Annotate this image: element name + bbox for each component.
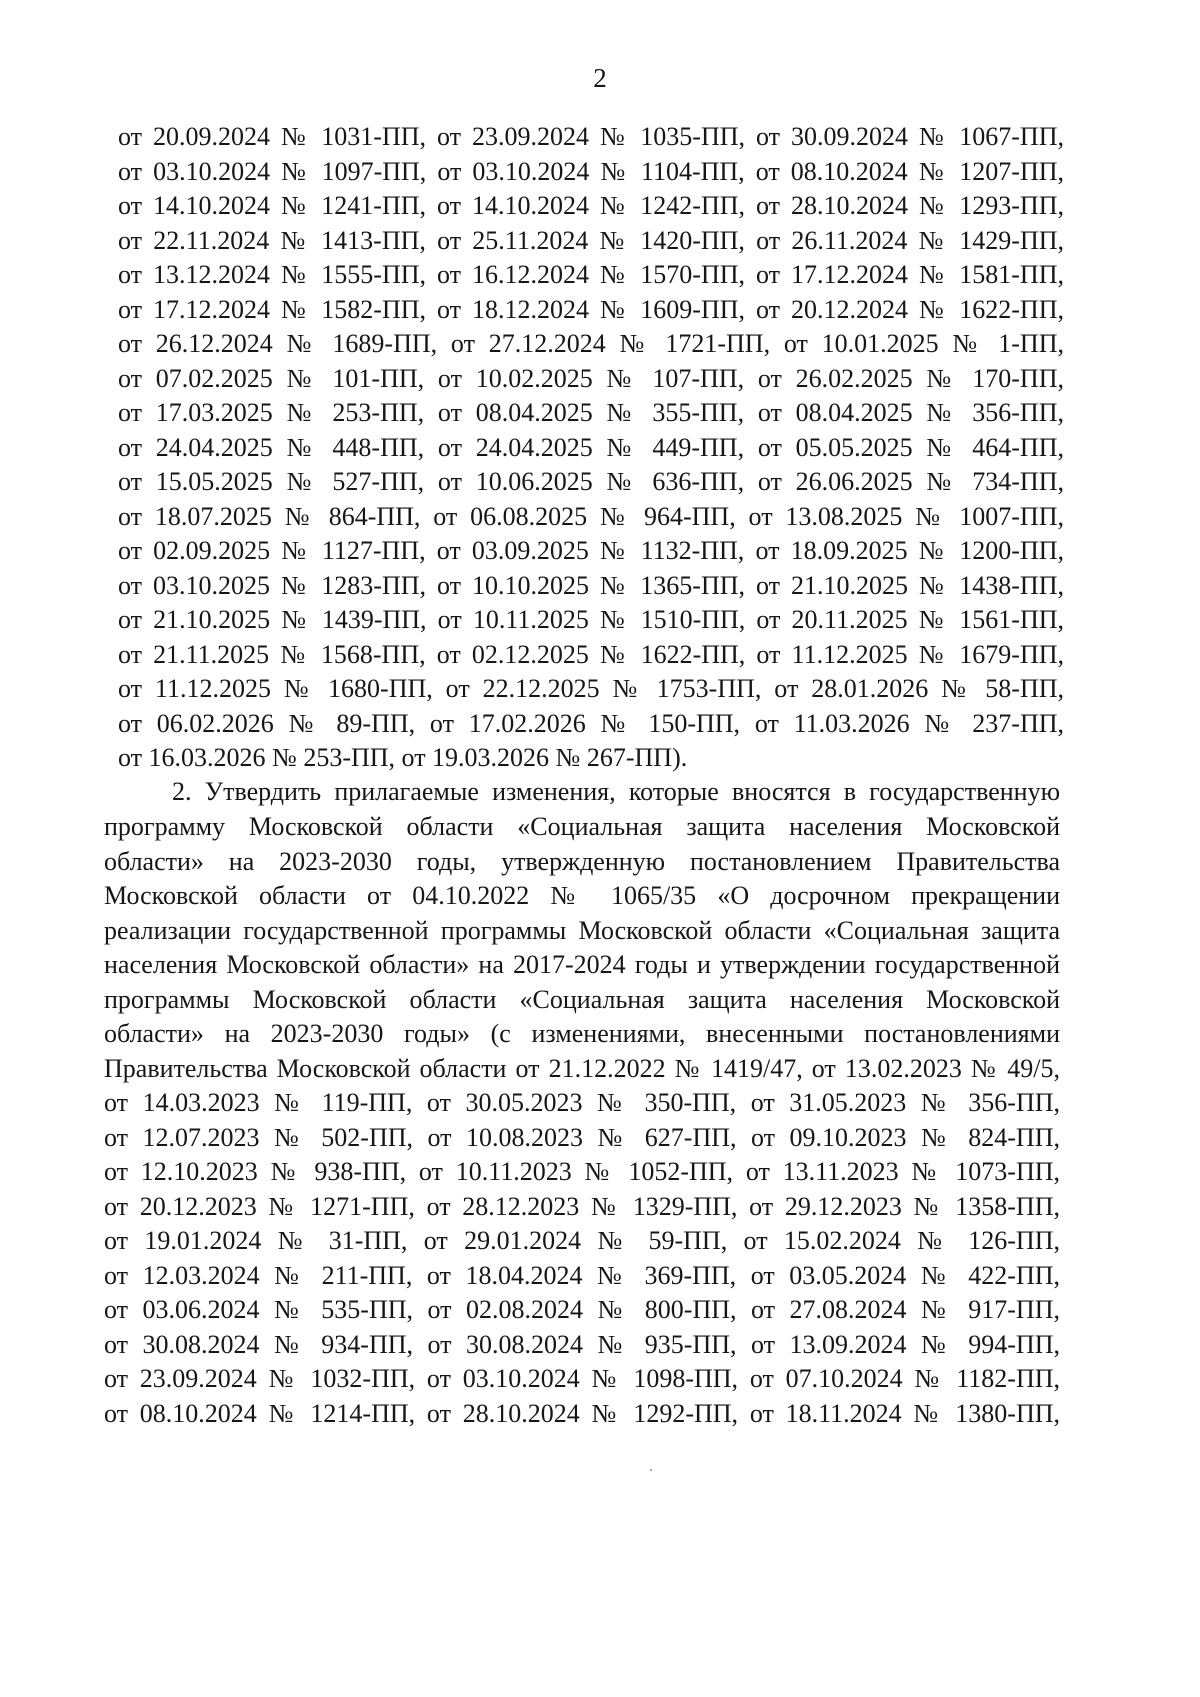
- paragraph-line: от 08.10.2024 № 1214-ПП, от 28.10.2024 № 1292-ПП, от 18.11.2024 № 1380-ПП,: [104, 1399, 1060, 1428]
- paragraph-line: от 14.03.2023 № 119-ПП, от 30.05.2023 № 350-ПП, от 31.05.2023 № 356-ПП,: [104, 1088, 1060, 1117]
- list-line: от 02.09.2025 № 1127-ПП, от 03.09.2025 № 1132-ПП, от 18.09.2025 № 1200-ПП,: [118, 536, 1064, 565]
- list-line: от 07.02.2025 № 101-ПП, от 10.02.2025 № 107-ПП, от 26.02.2025 № 170-ПП,: [118, 364, 1064, 393]
- list-line: от 16.03.2026 № 253-ПП, от 19.03.2026 № 267-ПП).: [118, 743, 688, 772]
- paragraph-line: программу Московской области «Социальная защита населения Московской: [104, 812, 1060, 841]
- list-line: от 06.02.2026 № 89-ПП, от 17.02.2026 № 150-ПП, от 11.03.2026 № 237-ПП,: [118, 709, 1064, 738]
- paragraph-line: от 12.07.2023 № 502-ПП, от 10.08.2023 № 627-ПП, от 09.10.2023 № 824-ПП,: [104, 1123, 1060, 1152]
- scan-speck: [650, 1469, 652, 1471]
- paragraph-line: реализации государственной программы Московской области «Социальная защита: [104, 916, 1060, 945]
- list-line: от 15.05.2025 № 527-ПП, от 10.06.2025 № 636-ПП, от 26.06.2025 № 734-ПП,: [118, 467, 1064, 496]
- list-line: от 18.07.2025 № 864-ПП, от 06.08.2025 № 964-ПП, от 13.08.2025 № 1007-ПП,: [118, 502, 1064, 531]
- paragraph-line: от 19.01.2024 № 31-ПП, от 29.01.2024 № 59-ПП, от 15.02.2024 № 126-ПП,: [104, 1226, 1060, 1255]
- list-line: от 14.10.2024 № 1241-ПП, от 14.10.2024 № 1242-ПП, от 28.10.2024 № 1293-ПП,: [118, 191, 1064, 220]
- paragraph-line: населения Московской области» на 2017-2024 годы и утверждении государственной: [104, 950, 1060, 979]
- paragraph-line: от 20.12.2023 № 1271-ПП, от 28.12.2023 № 1329-ПП, от 29.12.2023 № 1358-ПП,: [104, 1192, 1060, 1221]
- paragraph-line: 2. Утвердить прилагаемые изменения, которые вносятся в государственную: [172, 777, 1060, 806]
- paragraph-line: программы Московской области «Социальная защита населения Московской: [104, 985, 1060, 1014]
- list-line: от 21.10.2025 № 1439-ПП, от 10.11.2025 № 1510-ПП, от 20.11.2025 № 1561-ПП,: [118, 605, 1064, 634]
- list-line: от 11.12.2025 № 1680-ПП, от 22.12.2025 № 1753-ПП, от 28.01.2026 № 58-ПП,: [118, 674, 1064, 703]
- paragraph-line: Московской области от 04.10.2022 № 1065/35 «О досрочном прекращении: [104, 881, 1060, 910]
- list-line: от 03.10.2024 № 1097-ПП, от 03.10.2024 № 1104-ПП, от 08.10.2024 № 1207-ПП,: [118, 157, 1064, 186]
- list-line: от 03.10.2025 № 1283-ПП, от 10.10.2025 № 1365-ПП, от 21.10.2025 № 1438-ПП,: [118, 571, 1064, 600]
- list-line: от 26.12.2024 № 1689-ПП, от 27.12.2024 № 1721-ПП, от 10.01.2025 № 1-ПП,: [118, 329, 1064, 358]
- list-line: от 13.12.2024 № 1555-ПП, от 16.12.2024 № 1570-ПП, от 17.12.2024 № 1581-ПП,: [118, 260, 1064, 289]
- list-line: от 22.11.2024 № 1413-ПП, от 25.11.2024 № 1420-ПП, от 26.11.2024 № 1429-ПП,: [118, 226, 1064, 255]
- paragraph-line: области» на 2023-2030 годы» (с изменениями, внесенными постановлениями: [104, 1019, 1060, 1048]
- paragraph-line: от 12.10.2023 № 938-ПП, от 10.11.2023 № 1052-ПП, от 13.11.2023 № 1073-ПП,: [104, 1157, 1060, 1186]
- page-number: 2: [593, 63, 607, 93]
- paragraph-line: от 30.08.2024 № 934-ПП, от 30.08.2024 № 935-ПП, от 13.09.2024 № 994-ПП,: [104, 1330, 1060, 1359]
- paragraph-line: от 03.06.2024 № 535-ПП, от 02.08.2024 № 800-ПП, от 27.08.2024 № 917-ПП,: [104, 1295, 1060, 1324]
- list-line: от 17.12.2024 № 1582-ПП, от 18.12.2024 № 1609-ПП, от 20.12.2024 № 1622-ПП,: [118, 295, 1064, 324]
- list-line: от 20.09.2024 № 1031-ПП, от 23.09.2024 № 1035-ПП, от 30.09.2024 № 1067-ПП,: [118, 122, 1064, 151]
- paragraph-line: от 12.03.2024 № 211-ПП, от 18.04.2024 № 369-ПП, от 03.05.2024 № 422-ПП,: [104, 1261, 1060, 1290]
- list-line: от 24.04.2025 № 448-ПП, от 24.04.2025 № 449-ПП, от 05.05.2025 № 464-ПП,: [118, 433, 1064, 462]
- list-line: от 17.03.2025 № 253-ПП, от 08.04.2025 № 355-ПП, от 08.04.2025 № 356-ПП,: [118, 398, 1064, 427]
- paragraph-line: Правительства Московской области от 21.12.2022 № 1419/47, от 13.02.2023 № 49/5,: [104, 1054, 1060, 1083]
- paragraph-line: области» на 2023-2030 годы, утвержденную постановлением Правительства: [104, 847, 1060, 876]
- paragraph-line: от 23.09.2024 № 1032-ПП, от 03.10.2024 № 1098-ПП, от 07.10.2024 № 1182-ПП,: [104, 1364, 1060, 1393]
- list-line: от 21.11.2025 № 1568-ПП, от 02.12.2025 № 1622-ПП, от 11.12.2025 № 1679-ПП,: [118, 640, 1064, 669]
